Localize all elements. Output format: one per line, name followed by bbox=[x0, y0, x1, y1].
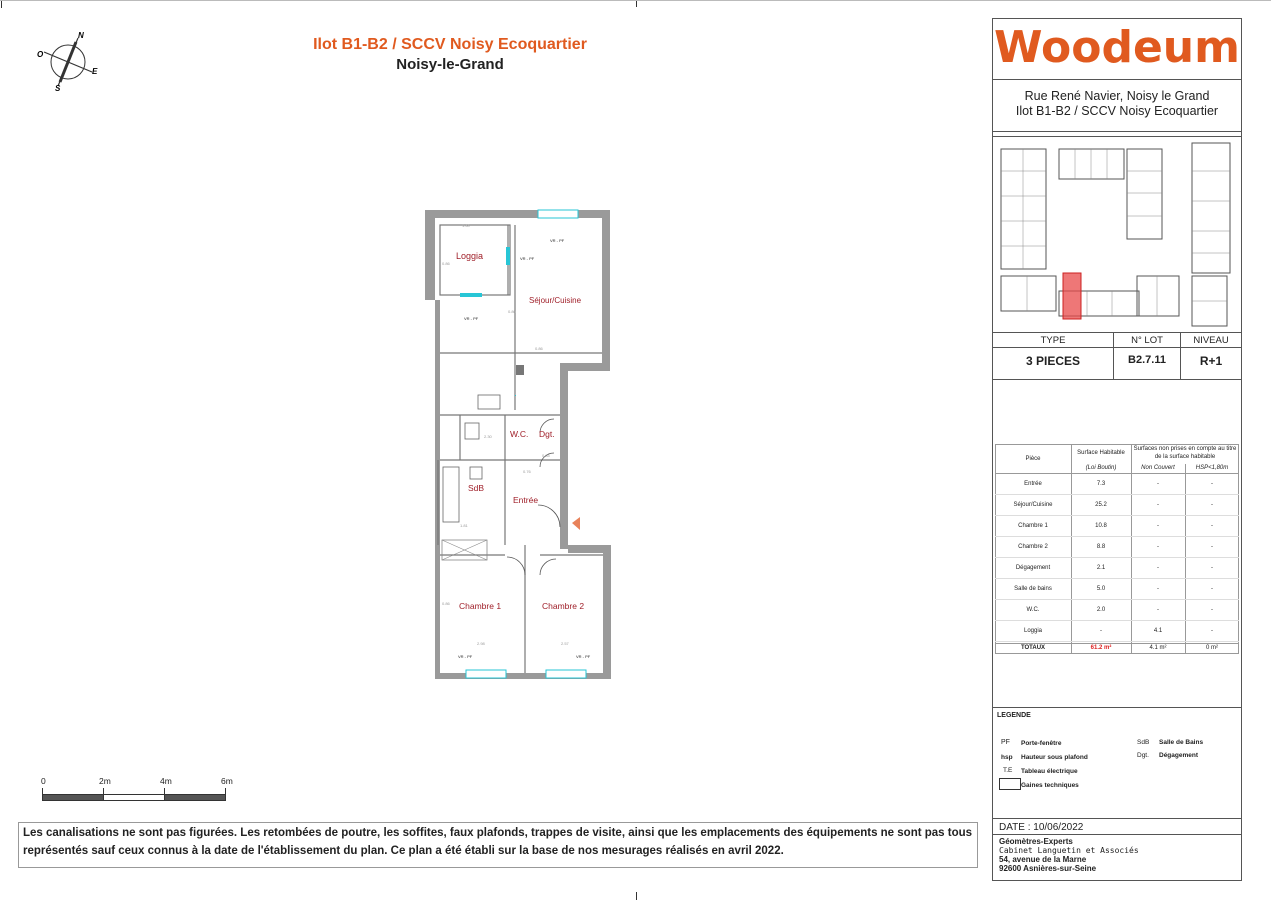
scale-bar bbox=[38, 776, 248, 806]
dimension-label: 0.86 bbox=[508, 309, 516, 314]
row-divider bbox=[995, 578, 1239, 579]
surveyor-info bbox=[999, 837, 1139, 873]
value-lot: B2.7.11 bbox=[1128, 354, 1166, 366]
room-entree: Entrée bbox=[513, 495, 539, 505]
disclaimer: Les canalisations ne sont pas figurées. Les retombées de poutre, les soffites, faux plafonds, trappes de visite, ainsi que les emplacements des équipements ne sont pas tous représentés sauf ceux connus à la date de l'établissement du plan. Ce plan a été établi sur la base de nos mesurages réalisés en avril 2022. bbox=[18, 822, 978, 868]
building-location-map bbox=[997, 141, 1237, 331]
totals-label: TOTAUX bbox=[1020, 645, 1046, 651]
row-hsp: - bbox=[1211, 502, 1213, 508]
col-habitable: Surface Habitable bbox=[1077, 450, 1125, 456]
row-divider bbox=[995, 641, 1239, 642]
legend-title: LEGENDE bbox=[997, 712, 1031, 719]
legend-label: Salle de Bains bbox=[1159, 739, 1204, 746]
row-hab: 8.8 bbox=[1096, 544, 1106, 550]
row-piece: Salle de bains bbox=[1014, 586, 1052, 592]
lot-table bbox=[993, 333, 1241, 379]
row-divider bbox=[995, 515, 1239, 516]
sub-loi: (Loi Boutin) bbox=[1085, 465, 1117, 471]
address-line2: Ilot B1-B2 / SCCV Noisy Ecoquartier bbox=[1015, 104, 1219, 118]
room-loggia: Loggia bbox=[456, 251, 484, 261]
row-divider bbox=[995, 620, 1239, 621]
row-hsp: - bbox=[1211, 544, 1213, 550]
row-nc: 4.1 bbox=[1153, 628, 1163, 634]
room-sejour: Séjour/Cuisine bbox=[529, 296, 582, 305]
project-title bbox=[200, 36, 700, 54]
room-dgt: Dgt. bbox=[539, 429, 555, 439]
legend-label: Porte-fenêtre bbox=[1021, 740, 1062, 747]
row-nc: - bbox=[1157, 502, 1159, 508]
value-niveau: R+1 bbox=[1199, 354, 1223, 368]
row-hab: 2.1 bbox=[1096, 565, 1106, 571]
row-hsp: - bbox=[1211, 565, 1213, 571]
header-lot: N° LOT bbox=[1131, 335, 1163, 346]
dimension-label: 1.81 bbox=[460, 523, 468, 528]
row-hsp: - bbox=[1211, 586, 1213, 592]
brand-logo: Woodeum bbox=[994, 22, 1240, 73]
dimension-label: 0.86 bbox=[442, 601, 450, 606]
row-nc: - bbox=[1157, 586, 1159, 592]
surveyor-line1: Géomètres-Experts bbox=[999, 837, 1073, 846]
row-divider bbox=[995, 494, 1239, 495]
window-label: VR - PF bbox=[520, 256, 535, 261]
window-label: VR - PF bbox=[458, 654, 473, 659]
row-hab: 5.0 bbox=[1096, 586, 1106, 592]
plan-date: DATE : 10/06/2022 bbox=[999, 822, 1084, 833]
dimension-label: 0.86 bbox=[442, 261, 450, 266]
dimension-label: 0.76 bbox=[523, 469, 531, 474]
room-wc: W.C. bbox=[510, 429, 529, 439]
surface-table bbox=[995, 444, 1239, 654]
dimension-label: 1.60 bbox=[462, 223, 470, 228]
legend-abbr: T.E bbox=[1003, 767, 1013, 774]
dimension-label: 2.57 bbox=[561, 641, 569, 646]
compass-o: O bbox=[37, 50, 44, 59]
scale-label: 0 bbox=[41, 776, 46, 786]
row-divider bbox=[995, 536, 1239, 537]
info-panel bbox=[992, 18, 1242, 881]
legend-abbr: hsp bbox=[1001, 754, 1013, 761]
sub-hsp: HSP<1,80m bbox=[1195, 465, 1229, 471]
legend-abbr: PF bbox=[1001, 739, 1010, 746]
row-hab: - bbox=[1100, 628, 1102, 634]
header-type: TYPE bbox=[1040, 335, 1066, 346]
row-hsp: - bbox=[1211, 481, 1213, 487]
crop-mark bbox=[1, 0, 2, 8]
window-label: VR - PF bbox=[464, 316, 479, 321]
dimension-label: 0.86 bbox=[535, 346, 543, 351]
room-chambre1: Chambre 1 bbox=[459, 601, 502, 611]
window-label: VR - PF bbox=[550, 238, 565, 243]
row-piece: Chambre 2 bbox=[1018, 544, 1048, 550]
legend-label: Dégagement bbox=[1159, 752, 1199, 759]
legend-abbr: Dgt. bbox=[1137, 752, 1149, 759]
row-hab: 7.3 bbox=[1096, 481, 1106, 487]
row-piece: W.C. bbox=[1026, 607, 1040, 613]
gaine-icon bbox=[999, 778, 1021, 790]
scale-label: 2m bbox=[99, 776, 111, 786]
row-piece: Entrée bbox=[1024, 481, 1042, 487]
address-line1: Rue René Navier, Noisy le Grand bbox=[1024, 89, 1210, 103]
address bbox=[993, 89, 1241, 119]
sub-non-couvert: Non Couvert bbox=[1141, 465, 1175, 471]
surveyor-line3: 54, avenue de la Marne bbox=[999, 855, 1087, 864]
scale-label: 4m bbox=[160, 776, 172, 786]
row-nc: - bbox=[1157, 544, 1159, 550]
compass-s: S bbox=[55, 84, 61, 93]
value-type: 3 PIECES bbox=[1025, 354, 1081, 368]
row-hab: 10.8 bbox=[1095, 523, 1107, 529]
totals-nc: 4.1 m² bbox=[1149, 645, 1167, 651]
crop-mark bbox=[636, 0, 637, 7]
project-title-part1: Ilot B1-B2 / bbox=[313, 36, 402, 53]
legend-label: Hauteur sous plafond bbox=[1021, 754, 1088, 761]
legend bbox=[997, 709, 1237, 809]
project-title-part2: SCCV Noisy Ecoquartier bbox=[401, 36, 587, 53]
compass-icon bbox=[30, 28, 110, 98]
row-piece: Séjour/Cuisine bbox=[1013, 502, 1053, 508]
dimension-label: 0.85 bbox=[542, 453, 550, 458]
crop-mark bbox=[636, 892, 637, 900]
row-nc: - bbox=[1157, 607, 1159, 613]
legend-label: Gaines techniques bbox=[1021, 782, 1079, 789]
totals-hab: 61.2 m² bbox=[1090, 645, 1112, 651]
dimension-label: 2.98 bbox=[477, 641, 485, 646]
row-piece: Loggia bbox=[1023, 628, 1043, 634]
compass-n: N bbox=[78, 31, 84, 40]
scale-label: 6m bbox=[221, 776, 233, 786]
top-border bbox=[0, 0, 1271, 1]
row-divider bbox=[995, 599, 1239, 600]
floor-plan bbox=[420, 205, 620, 685]
compass-e: E bbox=[92, 67, 98, 76]
legend-label: Tableau électrique bbox=[1021, 768, 1078, 775]
room-sdb: SdB bbox=[468, 483, 485, 493]
lot-highlight bbox=[1063, 273, 1081, 319]
row-divider bbox=[995, 557, 1239, 558]
row-hab: 2.0 bbox=[1096, 607, 1106, 613]
surveyor-line4: 92600 Asnières-sur-Seine bbox=[999, 864, 1097, 873]
row-nc: - bbox=[1157, 565, 1159, 571]
row-piece: Dégagement bbox=[1015, 565, 1051, 571]
window-label: VR - PF bbox=[576, 654, 591, 659]
row-hsp: - bbox=[1211, 607, 1213, 613]
dimension-label: 2.30 bbox=[484, 434, 492, 439]
room-chambre2: Chambre 2 bbox=[542, 601, 585, 611]
row-hab: 25.2 bbox=[1095, 502, 1107, 508]
col-non-prises: Surfaces non prises en compte au titre de la surface habitable bbox=[1133, 446, 1237, 460]
row-piece: Chambre 1 bbox=[1018, 523, 1048, 529]
project-subtitle: Noisy-le-Grand bbox=[396, 56, 504, 73]
row-hsp: - bbox=[1211, 628, 1213, 634]
header-niveau: NIVEAU bbox=[1193, 335, 1229, 346]
legend-abbr: SdB bbox=[1137, 739, 1150, 746]
surveyor-line2: Cabinet Languetin et Associés bbox=[999, 846, 1139, 855]
row-hsp: - bbox=[1211, 523, 1213, 529]
totals-hsp: 0 m² bbox=[1206, 645, 1218, 651]
col-piece: Pièce bbox=[1025, 456, 1041, 462]
row-nc: - bbox=[1157, 523, 1159, 529]
row-nc: - bbox=[1157, 481, 1159, 487]
